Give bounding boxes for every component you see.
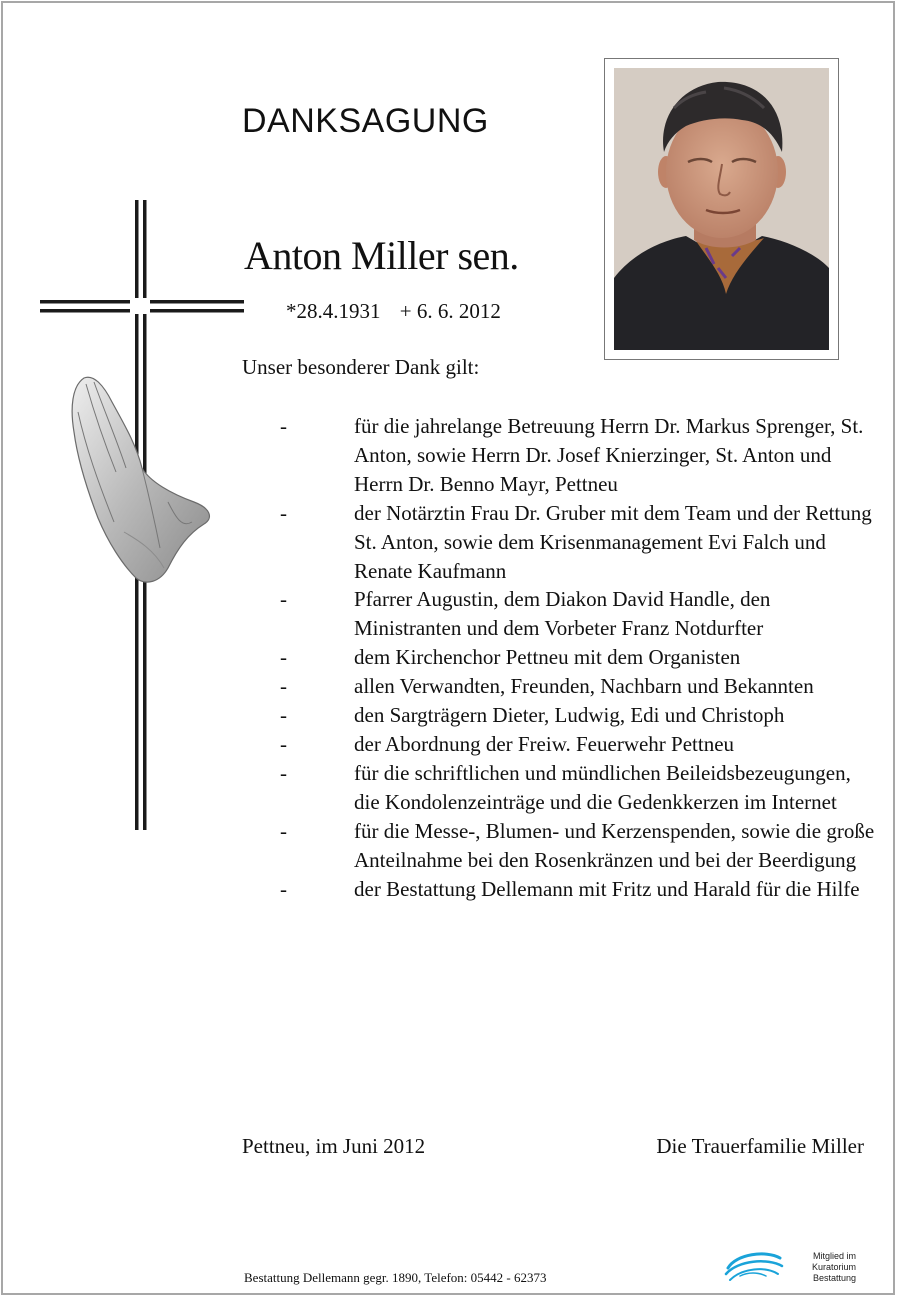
list-item-text: der Bestattung Dellemann mit Fritz und Harald für die Hilfe [354, 876, 860, 901]
list-item [276, 643, 876, 672]
logo-line-1: Mitglied im [812, 1251, 856, 1261]
list-item-text: der Abordnung der Freiw. Feuerwehr Pettneu [354, 731, 735, 756]
list-item-text: für die jahrelange Betreuung Herrn Dr. Markus Sprenger, St. Anton, sowie Herrn Dr. Josef Knierzinger, St. Anton und Herrn Dr. Benno Mayr, Pettneu [354, 414, 864, 496]
list-item-text: für die Messe-, Blumen- und Kerzenspenden, sowie die große Anteilnahme bei den Rosenkränzen und bei der Beerdigung [354, 818, 875, 872]
portrait-frame [604, 58, 839, 360]
list-item [276, 585, 876, 643]
list-item-text: der Notärztin Frau Dr. Gruber mit dem Team und der Rettung St. Anton, sowie dem Krisenmanagement Evi Falch und Renate Kaufmann [354, 500, 872, 583]
list-dash: - [280, 760, 287, 785]
list-item [276, 759, 876, 817]
list-dash: - [280, 500, 287, 525]
list-dash: - [280, 414, 287, 438]
praying-hands-icon [64, 372, 216, 588]
list-dash: - [280, 731, 287, 756]
portrait-photo [614, 68, 829, 350]
list-dash: - [280, 587, 287, 612]
list-item [276, 412, 876, 499]
thanks-list [276, 412, 876, 903]
logo-line-2: Kuratorium Bestattung [811, 1262, 856, 1283]
page-title: DANKSAGUNG [242, 102, 489, 140]
list-item [276, 701, 876, 730]
list-item-text: den Sargträgern Dieter, Ludwig, Edi und Christoph [354, 703, 785, 728]
footer-funeral-home: Bestattung Dellemann gegr. 1890, Telefon: 05442 - 62373 [244, 1270, 547, 1285]
list-dash: - [280, 876, 287, 901]
logo-caption [784, 1251, 856, 1284]
list-item [276, 499, 876, 586]
list-item [276, 817, 876, 875]
life-dates [286, 299, 515, 324]
deceased-name: Anton Miller sen. [244, 233, 519, 278]
list-item [276, 672, 876, 701]
list-dash: - [280, 645, 287, 670]
list-dash: - [280, 674, 287, 699]
portrait-illustration [614, 68, 829, 350]
list-dash: - [280, 818, 287, 843]
list-item-text: allen Verwandten, Freunden, Nachbarn und Bekannten [354, 674, 814, 699]
birth-date: *28.4.1931 [286, 299, 381, 323]
list-item [276, 875, 876, 904]
signature-family: Die Trauerfamilie Miller [656, 1134, 864, 1158]
list-item [276, 730, 876, 759]
list-item-text: für die schriftlichen und mündlichen Beileidsbezeugungen, die Kondolenzeinträge und die Gedenkkerzen im Internet [354, 760, 851, 814]
list-item-text: Pfarrer Augustin, dem Diakon David Handle, den Ministranten und dem Vorbeter Franz Notdurfter [354, 587, 771, 641]
place-and-date: Pettneu, im Juni 2012 [242, 1134, 426, 1158]
list-item-text: dem Kirchenchor Pettneu mit dem Organisten [354, 645, 741, 670]
list-dash: - [280, 703, 287, 728]
death-date: + 6. 6. 2012 [399, 299, 501, 323]
intro-text: Unser besonderer Dank gilt: [242, 355, 480, 379]
